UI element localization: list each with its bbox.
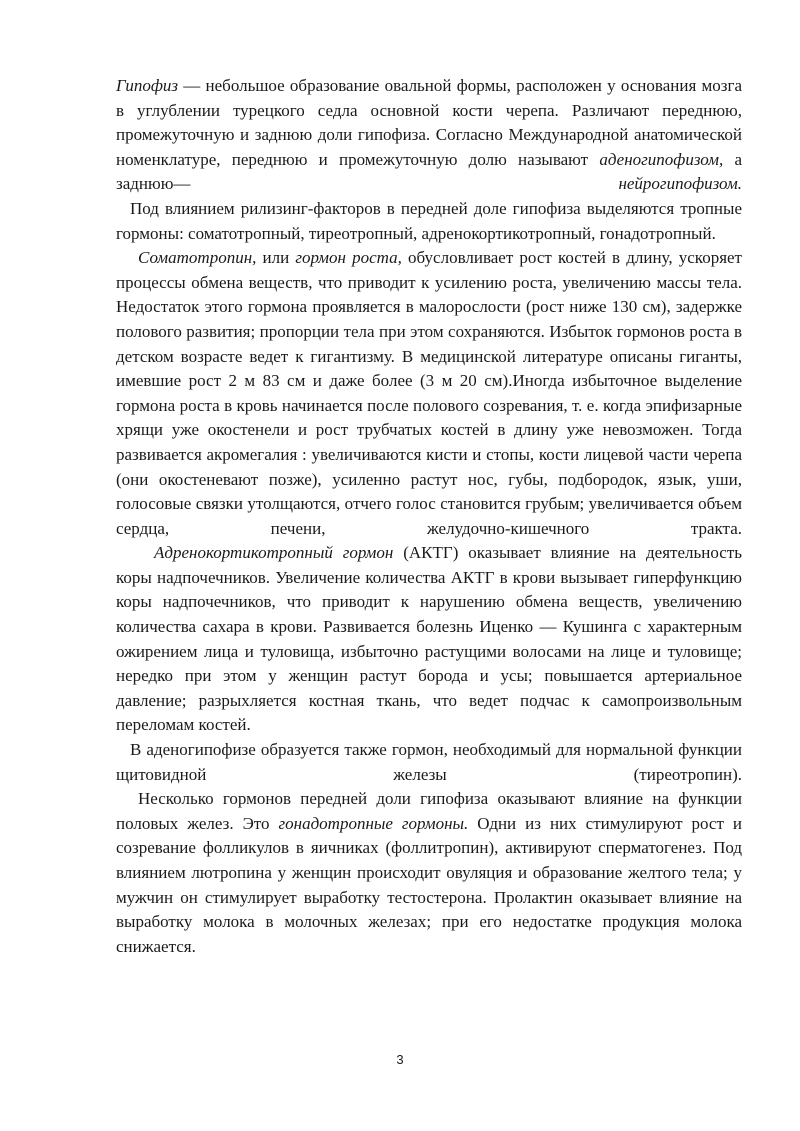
italic-term: аденогипофизом, [599, 149, 724, 169]
paragraph-somatotropin [116, 246, 742, 541]
text-run: — небольшое образование овальной формы, расположен у основания мозга в углублении турецкого седла основной кости черепа. Различают переднюю, промежуточную и заднюю доли гипофиза. Согласно Международной анатомической номенклатуре, переднюю и промежуточную долю называют [116, 76, 742, 169]
text-run: В аденогипофизе образуется также гормон, необходимый для нормальной функции щитовидной железы (тиреотропин). [116, 740, 742, 784]
paragraph-pituitary-intro [116, 74, 742, 197]
text-run: обусловливает рост костей в длину, ускоряет процессы обмена веществ, что приводит к усилению роста, увеличению массы тела. Недостаток этого гормона проявляется в малорослости (рост ниже 130 см), задержке полового развития; пропорции тела при этом сохраняются. Избыток гормонов роста в детском возрасте ведет к гигантизму. В медицинской литературе описаны гиганты, имевшие рост 2 м 83 см и даже более (3 м 20 см).Иногда избыточное выделение гормона роста в кровь начинается после полового созревания, т. е. когда эпифизарные хрящи уже окостенели и рост трубчатых костей в длину уже невозможен. Тогда развивается акромегалия : увеличиваются кисти и стопы, кости лицевой части черепа (они окостеневают позже), усиленно растут нос, губы, подбородок, язык, уши, голосовые связки утолщаются, отчего голос становится грубым; увеличивается объем сердца, печени, желудочно-кишечного тракта. [116, 248, 742, 538]
text-run: или [256, 248, 296, 268]
italic-term: гормон роста, [295, 248, 402, 268]
document-body [116, 74, 742, 959]
text-run: Одни из них стимулируют рост и созревание фолликулов в яичниках (фоллитропин), активируют сперматогенез. Под влиянием лютропина у женщин происходит овуляция и образование желтого тела; у мужчин он стимулирует выработку тестостерона. Пролактин оказывает влияние на выработку молока в молочных железах; при его недостатке продукция молока снижается. [116, 813, 742, 956]
italic-term: Гипофиз [116, 76, 179, 95]
text-run: (АКТГ) оказывает влияние на деятельность коры надпочечников. Увеличение количества АКТГ в крови вызывает гиперфункцию коры надпочечников, что приводит к нарушению обмена веществ, увеличению количества сахара в крови. Развивается болезнь Иценко — Кушинга с характерным ожирением лица и туловища, избыточно растущими волосами на лице и туловище; нередко при этом у женщин растут борода и усы; повышается артериальное давление; разрыхляется костная ткань, что ведет подчас к самопроизвольным переломам костей. [116, 543, 742, 735]
text-run: а заднюю— [116, 149, 743, 194]
page-number: 3 [396, 1052, 404, 1067]
italic-term: Соматотропин, [138, 248, 257, 268]
paragraph-tropic-hormones [116, 197, 742, 246]
paragraph-gonadotropins [116, 787, 742, 959]
text-run: Под влиянием рилизинг-факторов в передней доле гипофиза выделяются тропные гормоны: соматотропный, тиреотропный, адренокортикотропный, гонадотропный. [116, 198, 742, 243]
paragraph-acth [116, 541, 742, 738]
italic-term: нейрогипофизом. [618, 174, 742, 194]
text-run: Несколько гормонов передней доли гипофиза оказывают влияние на функции половых желез. Это [116, 789, 742, 833]
italic-term: Адренокортикотропный гормон [154, 543, 394, 563]
italic-term: гонадотропные гормоны. [278, 813, 469, 833]
paragraph-thyrotropin [116, 738, 742, 787]
